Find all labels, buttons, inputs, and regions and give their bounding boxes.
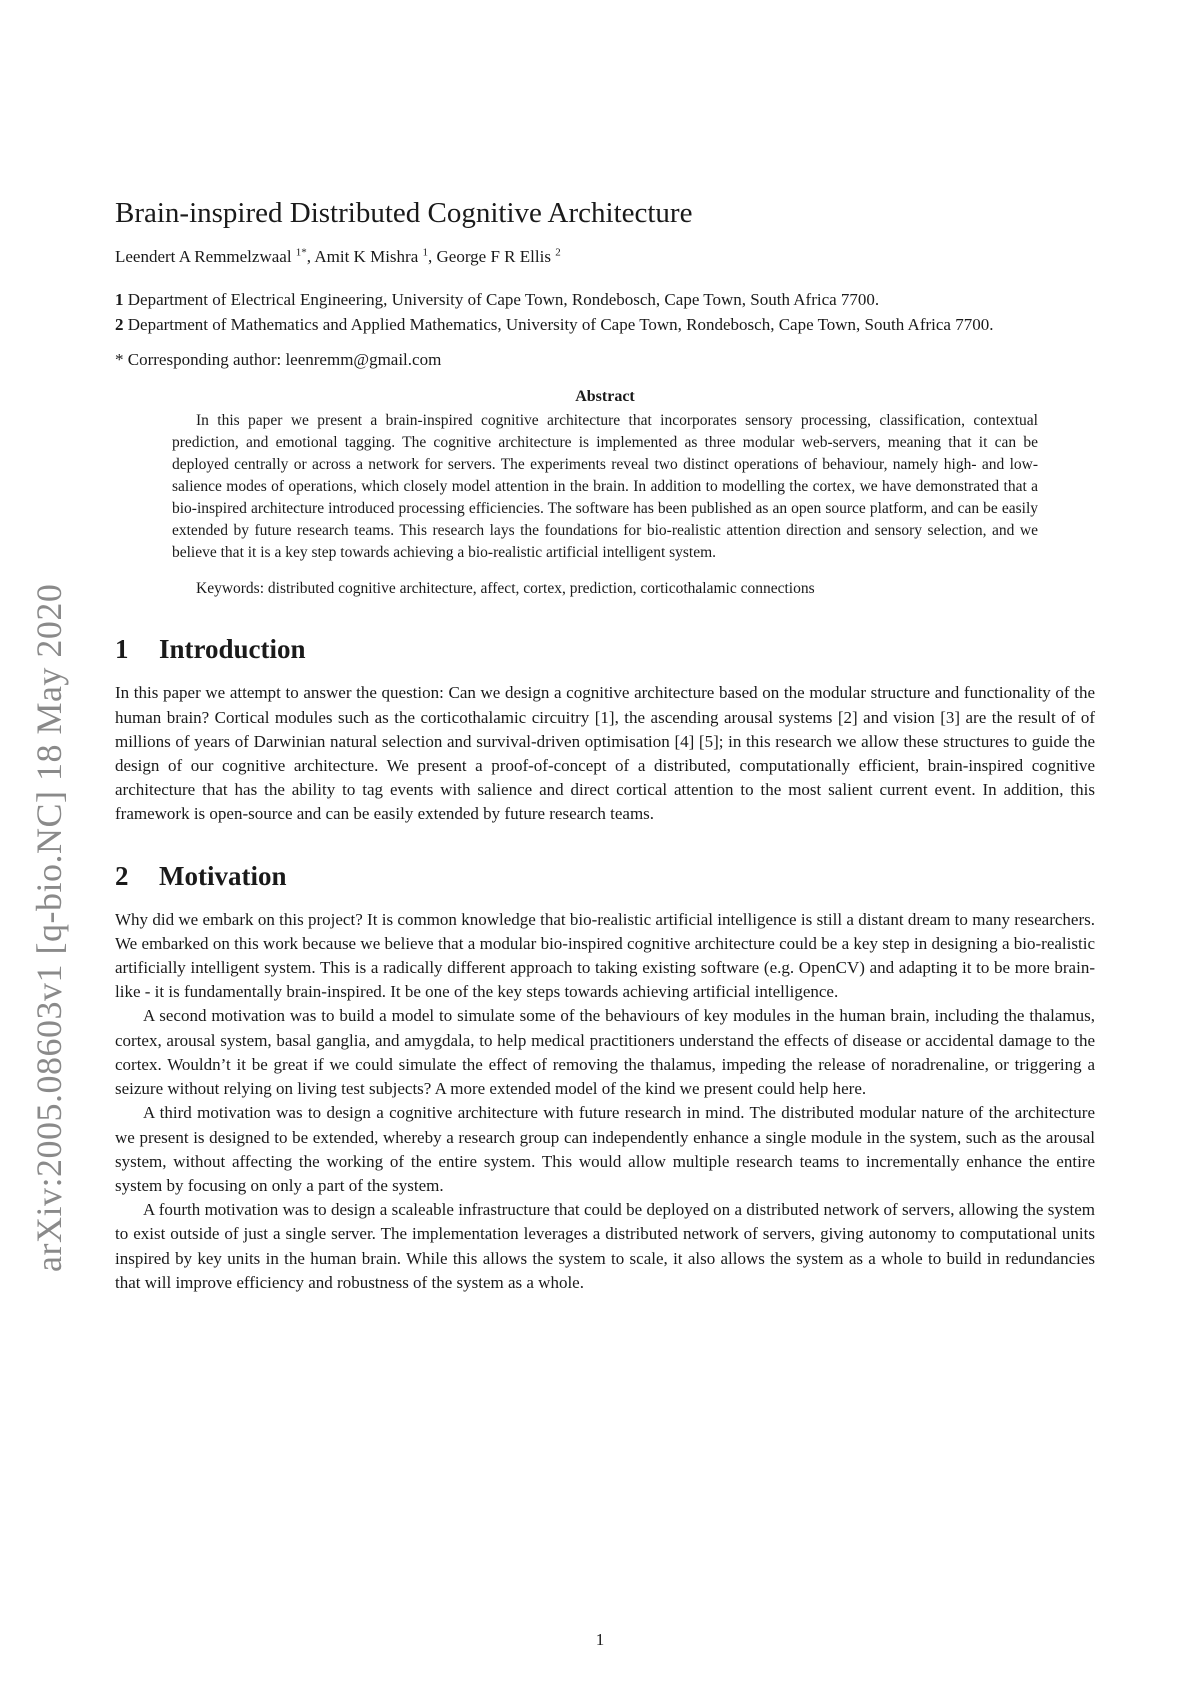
paragraph: A fourth motivation was to design a scaleable infrastructure that could be deployed on a distributed network of servers, allowing the system to exist outside of just a single server. The implementation leverages a distributed network of servers, giving autonomy to computational units inspired by key units in the human brain. While this allows the system to scale, it also allows the system as a whole to build in redundancies that will improve efficiency and robustness of the system as a whole.	[115, 1200, 1095, 1292]
paper-title: Brain-inspired Distributed Cognitive Architecture	[115, 197, 693, 229]
section-number: 1	[115, 634, 129, 665]
abstract-heading: Abstract	[575, 388, 635, 406]
arxiv-identifier: arXiv:2005.08603v1 [q-bio.NC] 18 May 2020	[29, 583, 69, 1272]
section-motivation	[115, 861, 1095, 1295]
paragraph: A second motivation was to build a model to simulate some of the behaviours of key modules in the human brain, including the thalamus, cortex, arousal system, basal ganglia, and amygdala, to help medical practitioners understand the effects of disease or accidental damage to the cortex. Wouldn’t it be great if we could simulate the effect of removing the thalamus, impeding the release of noradrenaline, or triggering a seizure without relying on living test subjects? A more extended model of the kind we present could help here.	[115, 1006, 1095, 1099]
abstract	[172, 386, 1038, 600]
keywords: Keywords: distributed cognitive architecture, affect, cortex, prediction, corticothalamic connections	[196, 580, 815, 598]
author-list	[115, 247, 1095, 268]
page-content	[115, 196, 1095, 1295]
affiliations	[115, 287, 1095, 337]
author: Leendert A Remmelzwaal $^{1*}$,	[115, 246, 315, 267]
affiliation: 1 Department of Electrical Engineering, University of Cape Town, Rondebosch, Cape Town, South Africa 7700.	[115, 290, 880, 310]
paragraph: A third motivation was to design a cognitive architecture with future research in mind. The distributed modular nature of the architecture we present is designed to be extended, whereby a research group can independently enhance a single module in the system, such as the arousal system, without affecting the working of the entire system. This would allow multiple research teams to incrementally enhance the entire system by focusing on only a part of the system.	[115, 1103, 1095, 1195]
section-introduction	[115, 634, 1095, 826]
author: George F R Ellis $^2$	[436, 246, 561, 267]
paragraph: In this paper we attempt to answer the question: Can we design a cognitive architecture based on the modular structure and functionality of the human brain? Cortical modules such as the corticothalamic circuitry [1], the ascending arousal systems [2] and vision [3] are the result of of millions of years of Darwinian natural selection and survival-driven optimisation [4] [5]; in this research we allow these structures to guide the design of our cognitive architecture. We present a proof-of-concept of a distributed, computationally efficient, brain-inspired cognitive architecture that has the ability to tag events with salience and direct cortical attention to the most salient current event. In addition, this framework is open-source and can be easily extended by future research teams.	[115, 683, 1095, 824]
section-heading	[115, 861, 1095, 892]
paragraph: Why did we embark on this project? It is common knowledge that bio-realistic artificial intelligence is still a distant dream to many researchers. We embarked on this work because we believe that a modular bio-inspired cognitive architecture could be a key step in designing a bio-realistic artificially intelligent system. This is a radically different approach to taking existing software (e.g. OpenCV) and adapting it to be more brain-like - it is fundamentally brain-inspired. It be one of the key steps towards achieving artificial intelligence.	[115, 909, 1095, 1002]
corresponding-author: * Corresponding author: leenremm@gmail.com	[115, 350, 442, 370]
section-number: 2	[115, 860, 129, 891]
section-heading	[115, 634, 1095, 665]
abstract-body: In this paper we present a brain-inspired cognitive architecture that incorporates sensory processing, classification, contextual prediction, and emotional tagging. The cognitive architecture is implemented as three modular web-servers, meaning that it can be deployed centrally or across a network for servers. The experiments reveal two distinct operations of behaviour, namely high- and low-salience modes of operations, which closely model attention in the brain. In addition to modelling the cortex, we have demonstrated that a bio-inspired architecture introduced processing efficiencies. The software has been published as an open source platform, and can be easily extended by future research teams. This research lays the foundations for bio-realistic attention direction and sensory selection, and we believe that it is a key step towards achieving a bio-realistic artificial intelligent system.	[172, 412, 1038, 562]
page-number: 1	[595, 1630, 605, 1649]
affiliation: 2 Department of Mathematics and Applied Mathematics, University of Cape Town, Rondebosch, Cape Town, South Africa 7700.	[115, 315, 994, 335]
author: Amit K Mishra $^1$,	[314, 246, 437, 267]
section-title: Introduction	[159, 634, 306, 665]
section-title: Motivation	[159, 860, 287, 891]
